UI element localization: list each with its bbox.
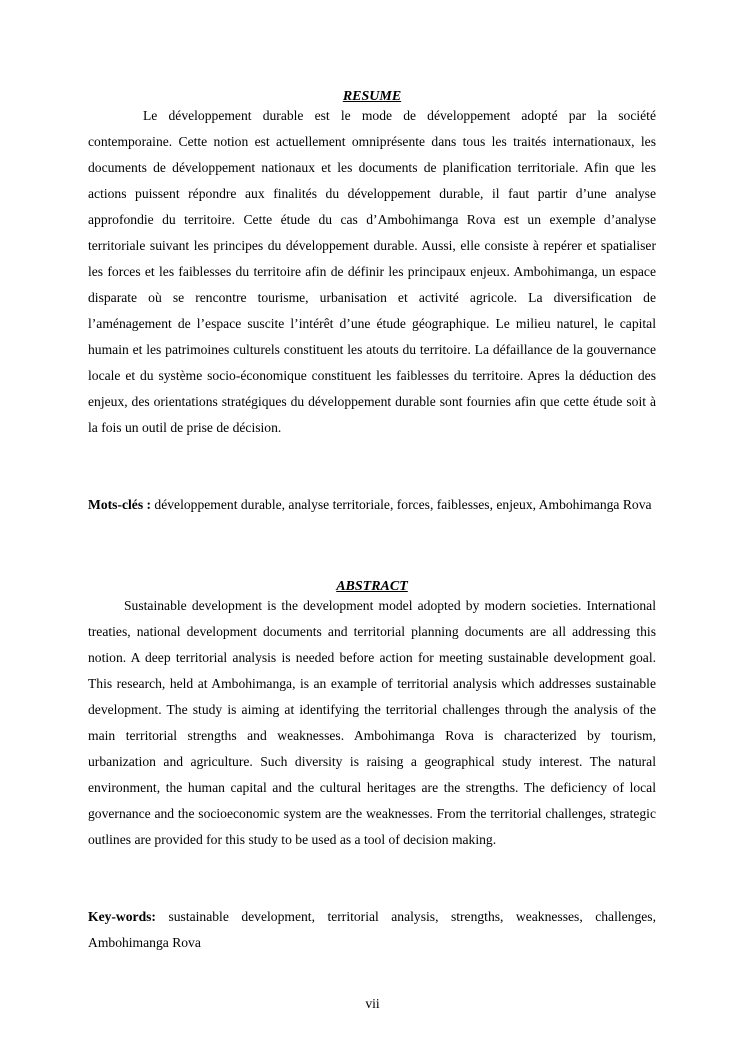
- abstract-heading: ABSTRACT: [336, 579, 408, 594]
- resume-keywords-label: Mots-clés :: [88, 497, 152, 512]
- abstract-keywords-text: sustainable development, territorial analysis, strengths, weaknesses, challenges, Ambohimanga Rova: [88, 909, 656, 950]
- page-number: vii: [365, 996, 380, 1011]
- abstract-keywords-label: Key-words:: [88, 909, 156, 924]
- abstract-paragraph: Sustainable development is the development model adopted by modern societies. International treaties, national development documents and territorial planning documents are all addressing this notion. A deep territorial analysis is needed before action for meeting sustainable development goal. This research, held at Ambohimanga, is an example of territorial analysis which addresses sustainable development. The study is aiming at identifying the territorial challenges through the analysis of the main territorial strengths and weaknesses. Ambohimanga Rova is characterized by tourism, urbanization and agriculture. Such diversity is raising a geographical study interest. The natural environment, the human capital and the cultural heritages are the strengths. The deficiency of local governance and the socioeconomic system are the weaknesses. From the territorial challenges, strategic outlines are provided for this study to be used as a tool of decision making.: [88, 598, 656, 847]
- resume-keywords: [88, 492, 656, 518]
- abstract-keywords: [88, 904, 656, 956]
- resume-heading: RESUME: [342, 89, 402, 104]
- resume-keywords-text: développement durable, analyse territoriale, forces, faiblesses, enjeux, Ambohimanga Rova: [151, 497, 652, 512]
- resume-paragraph: Le développement durable est le mode de développement adopté par la société contemporaine. Cette notion est actuellement omniprésente dans tous les traités internationaux, les documents de développement nationaux et les documents de planification territoriale. Afin que les actions puissent répondre aux finalités du développement durable, il faut partir d’une analyse approfondie du territoire. Cette étude du cas d’Ambohimanga Rova est un exemple d’analyse territoriale suivant les principes du développement durable. Aussi, elle consiste à repérer et spatialiser les forces et les faiblesses du territoire afin de définir les principaux enjeux. Ambohimanga, un espace disparate où se rencontre tourisme, urbanisation et activité agricole. La diversification de l’aménagement de l’espace suscite l’intérêt d’une étude géographique. Le milieu naturel, le capital humain et les patrimoines culturels constituent les atouts du territoire. La défaillance de la gouvernance locale et du système socio-économique constituent les faiblesses du territoire. Apres la déduction des enjeux, des orientations stratégiques du développement durable sont fournies afin que cette étude soit à la fois un outil de prise de décision.: [88, 108, 656, 435]
